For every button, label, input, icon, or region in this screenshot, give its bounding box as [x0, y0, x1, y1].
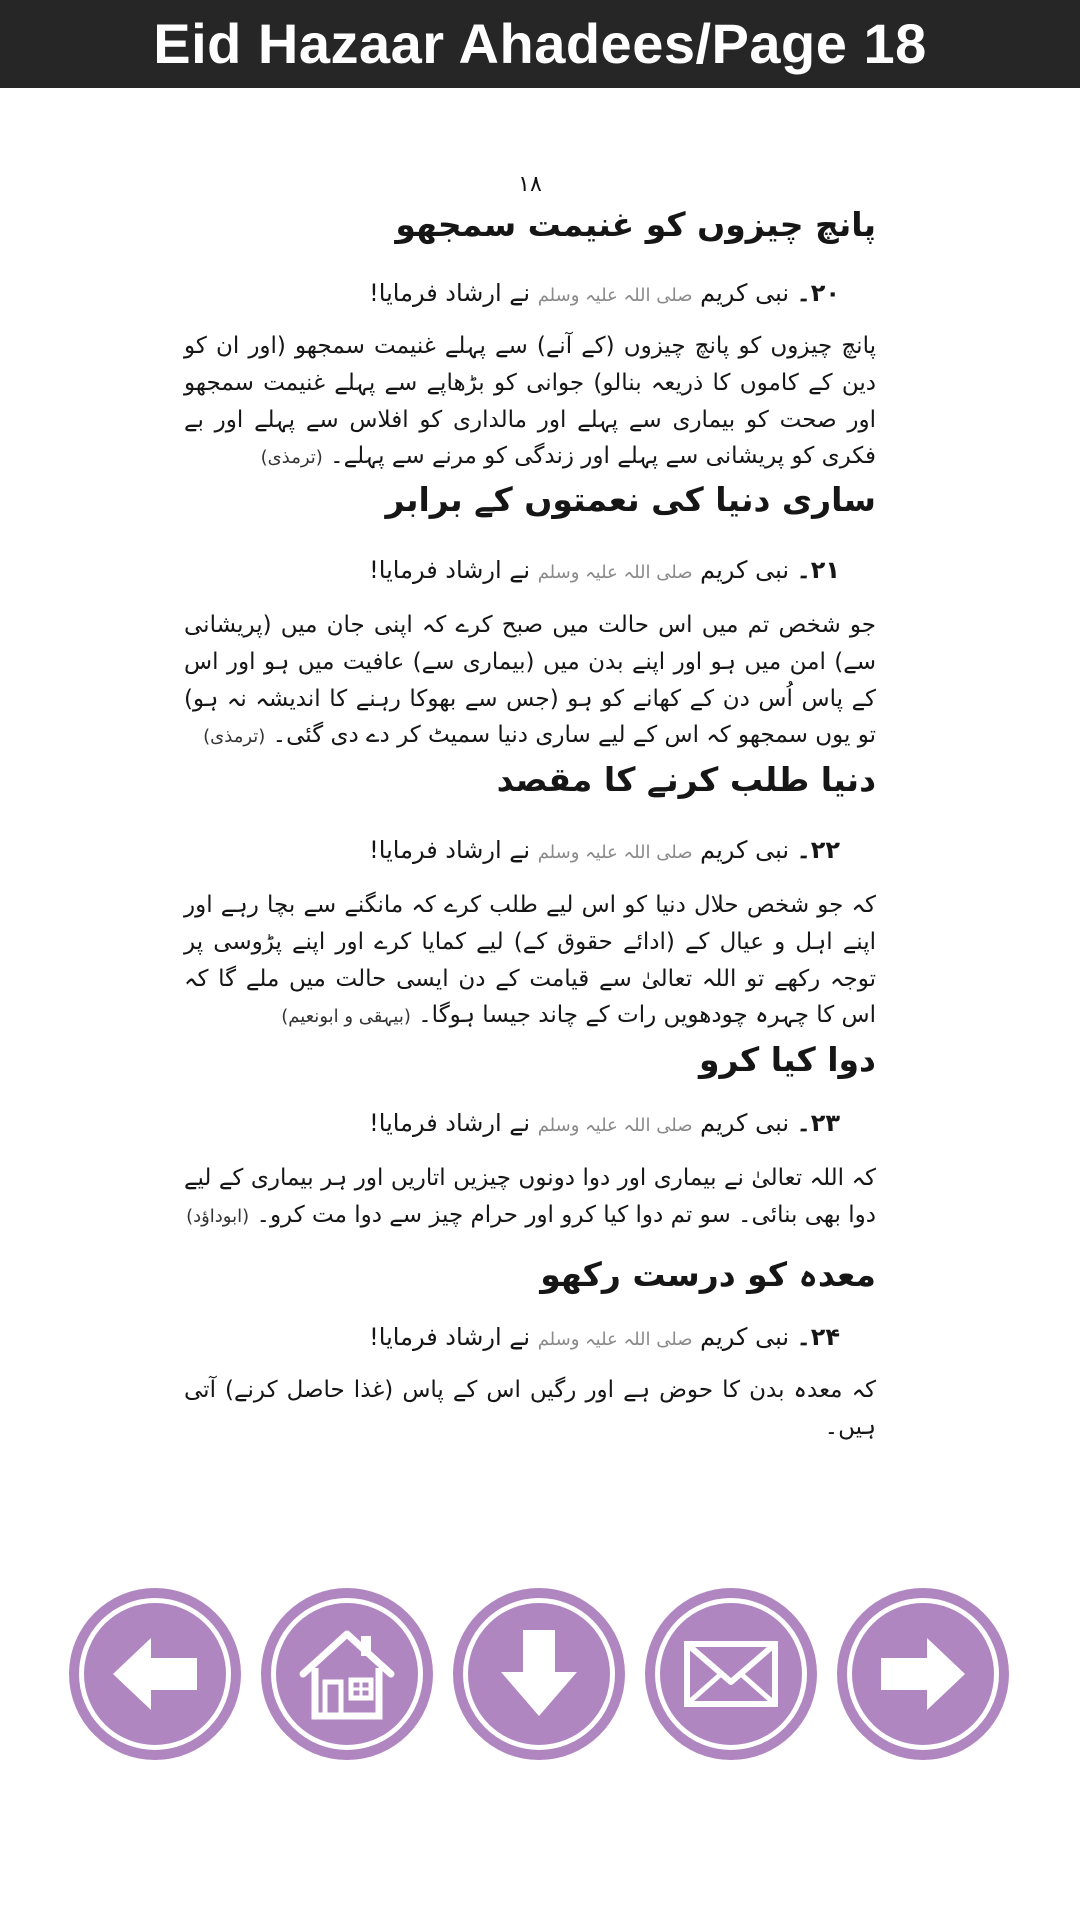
- share-mail-button[interactable]: [645, 1588, 817, 1760]
- home-icon: [297, 1624, 397, 1724]
- section-heading: ساری دنیا کی نعمتوں کے برابر: [385, 480, 876, 519]
- hadith-intro-start: نبی کریم: [700, 836, 789, 864]
- salutation: صلی اللہ علیہ وسلم: [537, 842, 693, 863]
- salutation: صلی اللہ علیہ وسلم: [537, 1115, 693, 1136]
- salutation: صلی اللہ علیہ وسلم: [537, 285, 693, 306]
- hadith-intro-end: نے ارشاد فرمایا!: [369, 1323, 531, 1351]
- section-heading: پانچ چیزوں کو غنیمت سمجھو: [395, 205, 876, 244]
- hadith-reference: (ترمذی): [203, 726, 266, 748]
- hadith-number: ۲۳۔: [796, 1109, 840, 1137]
- hadith-text: [184, 1160, 876, 1234]
- section-heading: دنیا طلب کرنے کا مقصد: [496, 760, 876, 799]
- previous-page-button[interactable]: [69, 1588, 241, 1760]
- page-title: Eid Hazaar Ahadees/Page 18: [153, 12, 927, 75]
- page-number: ۱۸: [518, 172, 542, 197]
- hadith-intro-start: نبی کریم: [700, 279, 789, 307]
- salutation: صلی اللہ علیہ وسلم: [537, 562, 693, 583]
- hadith-body: کہ اللہ تعالیٰ نے بیماری اور دوا دونوں چیزیں اتاریں اور ہر بیماری کے لیے دوا بھی بنائی۔ سو تم دوا کیا کرو اور حرام چیز سے دوا مت کرو۔: [184, 1165, 876, 1228]
- hadith-reference: (ابوداؤد): [186, 1205, 250, 1227]
- hadith-number: ۲۴۔: [796, 1323, 840, 1351]
- mail-icon: [681, 1624, 781, 1724]
- hadith-intro-end: نے ارشاد فرمایا!: [369, 1109, 531, 1137]
- arrow-left-icon: [105, 1624, 205, 1724]
- hadith-text: [184, 887, 876, 1034]
- hadith-intro: [369, 835, 840, 866]
- next-page-button[interactable]: [837, 1588, 1009, 1760]
- hadith-text: [184, 1372, 876, 1446]
- hadith-intro: [369, 278, 840, 309]
- hadith-number: ۲۱۔: [796, 556, 840, 584]
- hadith-intro-end: نے ارشاد فرمایا!: [369, 279, 531, 307]
- home-button[interactable]: [261, 1588, 433, 1760]
- download-icon: [489, 1624, 589, 1724]
- hadith-intro-start: نبی کریم: [700, 556, 789, 584]
- hadith-text: [184, 328, 876, 475]
- hadith-intro: [369, 1108, 840, 1139]
- hadith-text: [184, 607, 876, 754]
- hadith-body: کہ معدہ بدن کا حوض ہے اور رگیں اس کے پاس (غذا حاصل کرنے) آتی ہیں۔: [184, 1377, 876, 1440]
- section-heading: معدہ کو درست رکھو: [540, 1255, 876, 1294]
- download-button[interactable]: [453, 1588, 625, 1760]
- hadith-intro-end: نے ارشاد فرمایا!: [369, 836, 531, 864]
- hadith-body: کہ جو شخص حلال دنیا کو اس لیے طلب کرے کہ مانگنے سے بچا رہے اور اپنے اہل و عیال کے (ادائے حقوق کے) لیے کمایا کرے اور اپنے پڑوسی پر توجہ رکھے تو اللہ تعالیٰ سے قیامت کے دن ایسی حالت میں ملے گا کہ اس کا چہرہ چودھویں رات کے چاند جیسا ہوگا۔: [184, 892, 876, 1029]
- hadith-intro-start: نبی کریم: [700, 1109, 789, 1137]
- title-bar: [0, 0, 1080, 88]
- salutation: صلی اللہ علیہ وسلم: [537, 1329, 693, 1350]
- hadith-number: ۲۰۔: [796, 279, 840, 307]
- hadith-intro-start: نبی کریم: [700, 1323, 789, 1351]
- hadith-reference: (بیہقی و ابونعیم): [281, 1006, 411, 1028]
- hadith-intro: [369, 1322, 840, 1353]
- scanned-page: [170, 160, 890, 1440]
- hadith-intro-end: نے ارشاد فرمایا!: [369, 556, 531, 584]
- arrow-right-icon: [873, 1624, 973, 1724]
- hadith-body: پانچ چیزوں کو پانچ چیزوں (کے آنے) سے پہلے غنیمت سمجھو (اور ان کو دین کے کاموں کا ذریعہ بنالو) جوانی کو بڑھاپے سے پہلے غنیمت سمجھو اور صحت کو بیماری سے پہلے اور مالداری کو افلاس سے پہلے اور بے فکری کو پریشانی سے پہلے اور زندگی کو مرنے سے پہلے۔: [184, 333, 876, 470]
- hadith-number: ۲۲۔: [796, 836, 840, 864]
- section-heading: دوا کیا کرو: [698, 1040, 876, 1079]
- hadith-intro: [369, 555, 840, 586]
- hadith-reference: (ترمذی): [260, 447, 323, 469]
- hadith-body: جو شخص تم میں اس حالت میں صبح کرے کہ اپنی جان میں (پریشانی سے) امن میں ہو اور اپنے بدن میں (بیماری سے) عافیت میں ہو اور اس کے پاس اُس دن کے کھانے کو ہو (جس سے بھوکا رہنے کا اندیشہ نہ ہو) تو یوں سمجھو کہ اس کے لیے ساری دنیا سمیٹ کر دے دی گئی۔: [184, 612, 876, 749]
